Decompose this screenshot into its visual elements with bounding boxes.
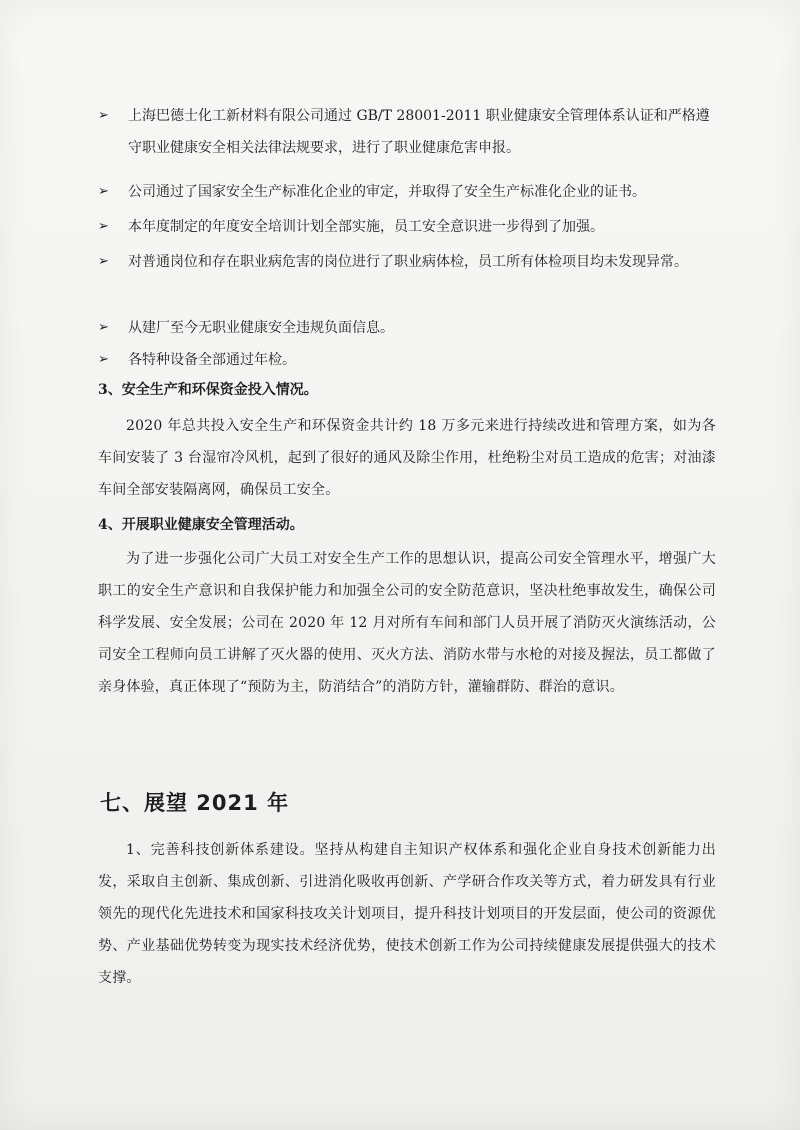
section-paragraph: 2020 年总共投入安全生产和环保资金共计约 18 万多元来进行持续改进和管理方案，如为各车间安装了 3 台湿帘冷风机，起到了很好的通风及除尘作用，杜绝粉尘对员工造成的危害；对油漆车间全部安装隔离网，确保员工安全。 bbox=[98, 418, 716, 498]
arrow-bullet-icon: ➢ bbox=[98, 352, 109, 367]
arrow-bullet-icon: ➢ bbox=[98, 219, 109, 234]
chapter-title: 七、展望 2021 年 bbox=[100, 791, 290, 815]
bullet-text: 从建厂至今无职业健康安全违规负面信息。 bbox=[128, 320, 394, 336]
chapter-paragraph: 1、完善科技创新体系建设。坚持从构建自主知识产权体系和强化企业自身技术创新能力出发，采取自主创新、集成创新、引进消化吸收再创新、产学研合作攻关等方式，着力研发具有行业领先的现代化先进技术和国家科技攻关计划项目，提升科技计划项目的开发层面，使公司的资源优势、产业基础优势转变为现实技术经济优势，使技术创新工作为公司持续健康发展提供强大的技术支撑。 bbox=[98, 842, 716, 986]
arrow-bullet-icon: ➢ bbox=[98, 108, 109, 123]
bullet-item bbox=[98, 344, 716, 376]
bullet-item bbox=[98, 176, 716, 208]
bullet-text: 上海巴德士化工新材料有限公司通过 GB/T 28001-2011 职业健康安全管理体系认证和严格遵守职业健康安全相关法律法规要求，进行了职业健康危害申报。 bbox=[128, 108, 710, 156]
bullet-item bbox=[98, 211, 716, 243]
arrow-bullet-icon: ➢ bbox=[98, 254, 109, 269]
bullet-item bbox=[98, 246, 716, 278]
bullet-item bbox=[98, 100, 716, 164]
bullet-item bbox=[98, 312, 716, 344]
section-heading: 3、安全生产和环保资金投入情况。 bbox=[98, 382, 318, 398]
section-heading: 4、开展职业健康安全管理活动。 bbox=[98, 517, 304, 533]
bullet-text: 本年度制定的年度安全培训计划全部实施，员工安全意识进一步得到了加强。 bbox=[128, 219, 604, 235]
bullet-text: 对普通岗位和存在职业病危害的岗位进行了职业病体检，员工所有体检项目均未发现异常。 bbox=[128, 254, 688, 270]
bullet-text: 各特种设备全部通过年检。 bbox=[128, 352, 296, 368]
arrow-bullet-icon: ➢ bbox=[98, 184, 109, 199]
bullet-text: 公司通过了国家安全生产标准化企业的审定，并取得了安全生产标准化企业的证书。 bbox=[128, 184, 646, 200]
arrow-bullet-icon: ➢ bbox=[98, 320, 109, 335]
section-paragraph: 为了进一步强化公司广大员工对安全生产工作的思想认识，提高公司安全管理水平，增强广大职工的安全生产意识和自我保护能力和加强全公司的安全防范意识，坚决杜绝事故发生，确保公司科学发展、安全发展；公司在 2020 年 12 月对所有车间和部门人员开展了消防灭火演练活动，公司安全工程师向员工讲解了灭火器的使用、灭火方法、消防水带与水枪的对接及握法，员工都做了亲身体验，真正体现了“预防为主，防消结合”的消防方针，灌输群防、群治的意识。 bbox=[98, 551, 716, 695]
